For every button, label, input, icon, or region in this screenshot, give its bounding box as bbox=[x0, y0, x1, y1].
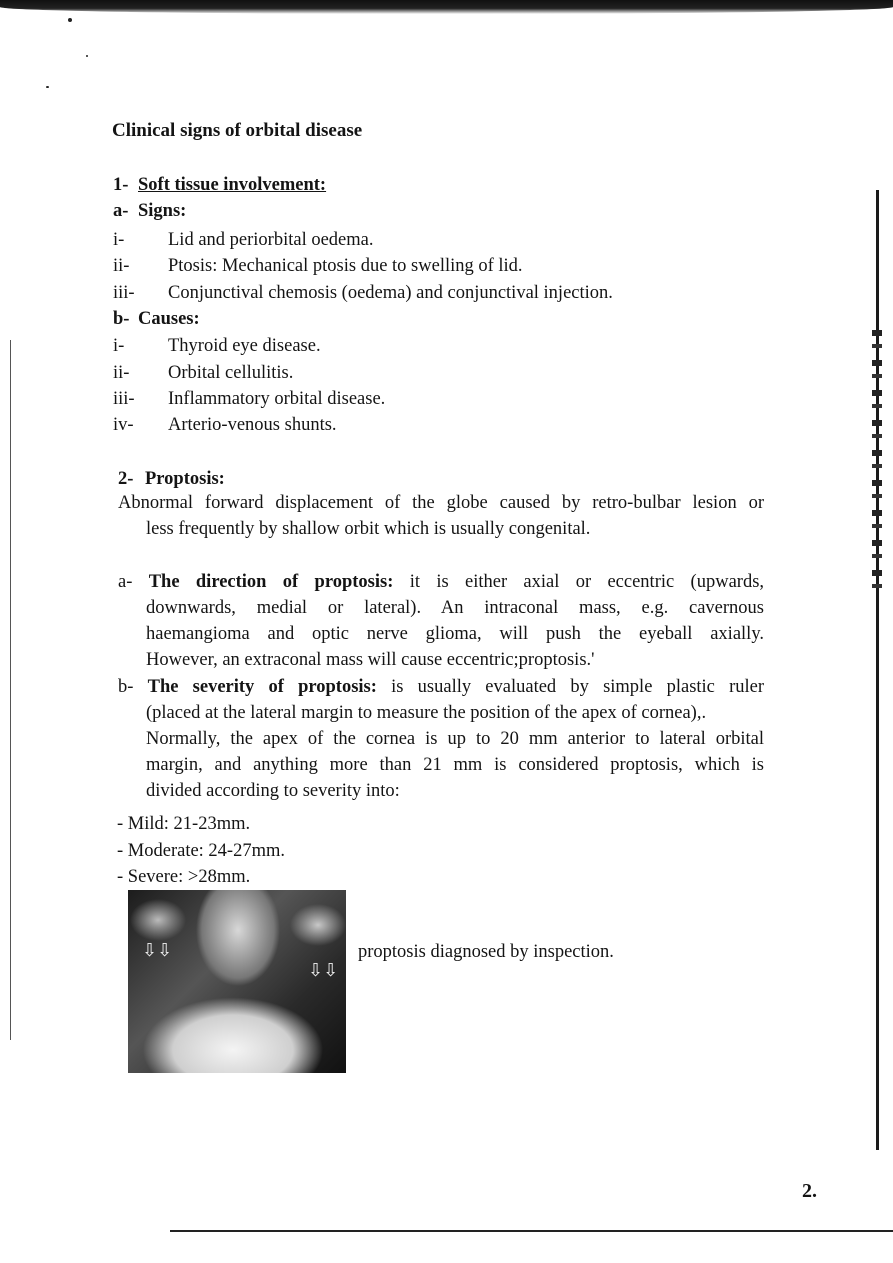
section-number: 1- bbox=[113, 175, 129, 195]
paragraph-line: However, an extraconal mass will cause eccentric;proptosis.' bbox=[146, 650, 595, 670]
list-item-text: Orbital cellulitis. bbox=[168, 363, 294, 383]
paragraph-text: is usually evaluated by simple plastic ruler bbox=[391, 677, 765, 697]
paragraph-line bbox=[118, 569, 764, 595]
section-title: Proptosis: bbox=[145, 469, 225, 489]
sublist-title: Signs: bbox=[138, 201, 187, 221]
paragraph-line bbox=[118, 674, 764, 700]
paragraph-text: it is either axial or eccentric (upwards, bbox=[409, 572, 765, 592]
scan-speck bbox=[68, 18, 72, 22]
paragraph-line: (placed at the lateral margin to measure the position of the apex of cornea),. bbox=[146, 703, 707, 723]
paragraph-heading: The direction of proptosis: bbox=[148, 572, 394, 592]
proptosis-photo bbox=[128, 890, 346, 1073]
list-item-text: Lid and periorbital oedema. bbox=[168, 230, 374, 250]
list-item-number: i- bbox=[113, 336, 125, 356]
list-item-text: Conjunctival chemosis (oedema) and conjunctival injection. bbox=[168, 283, 613, 303]
sublist-title: Causes: bbox=[138, 309, 200, 329]
page-title: Clinical signs of orbital disease bbox=[112, 120, 363, 141]
paragraph-label: b- bbox=[118, 677, 134, 697]
sublist-label: a- bbox=[113, 201, 129, 221]
list-item-number: i- bbox=[113, 230, 125, 250]
paragraph-heading: The severity of proptosis: bbox=[147, 677, 377, 697]
scan-edge-bottom bbox=[170, 1230, 893, 1232]
severity-paragraph bbox=[118, 674, 764, 804]
page-number: 2. bbox=[802, 1180, 817, 1202]
arrow-down-icon: ⇩⇩ bbox=[142, 940, 173, 961]
scan-edge-right-marks bbox=[872, 330, 882, 600]
scan-speck bbox=[86, 55, 88, 57]
list-item-number: ii- bbox=[113, 256, 130, 276]
scan-edge-top bbox=[0, 0, 893, 14]
paragraph-line: downwards, medial or lateral). An intraconal mass, e.g. cavernous bbox=[146, 598, 764, 618]
arrow-down-icon: ⇩⇩ bbox=[308, 960, 339, 981]
scan-speck bbox=[46, 86, 49, 88]
list-item-number: iii- bbox=[113, 389, 135, 409]
direction-paragraph bbox=[118, 569, 764, 673]
severity-grade-moderate: - Moderate: 24-27mm. bbox=[117, 841, 285, 861]
severity-grade-severe: - Severe: >28mm. bbox=[117, 867, 251, 887]
paragraph-line: Normally, the apex of the cornea is up to 20 mm anterior to lateral orbital bbox=[146, 729, 764, 749]
list-item-text: Arterio-venous shunts. bbox=[168, 415, 337, 435]
paragraph-line: divided according to severity into: bbox=[146, 781, 400, 801]
list-item-text: Ptosis: Mechanical ptosis due to swelling of lid. bbox=[168, 256, 523, 276]
list-item-number: iii- bbox=[113, 283, 135, 303]
proptosis-definition bbox=[118, 490, 764, 542]
list-item-number: ii- bbox=[113, 363, 130, 383]
paragraph-line: margin, and anything more than 21 mm is considered proptosis, which is bbox=[146, 755, 764, 775]
severity-grade-mild: - Mild: 21-23mm. bbox=[117, 814, 251, 834]
paragraph-label: a- bbox=[118, 572, 133, 592]
list-item-text: Inflammatory orbital disease. bbox=[168, 389, 386, 409]
list-item-text: Thyroid eye disease. bbox=[168, 336, 321, 356]
paragraph-line: haemangioma and optic nerve glioma, will push the eyeball axially. bbox=[146, 624, 764, 644]
section-number: 2- bbox=[118, 469, 134, 489]
section-title: Soft tissue involvement: bbox=[138, 175, 327, 195]
paragraph-line: Abnormal forward displacement of the globe caused by retro-bulbar lesion or bbox=[118, 493, 764, 513]
scan-edge-left bbox=[10, 340, 11, 1040]
paragraph-line: less frequently by shallow orbit which is usually congenital. bbox=[146, 519, 591, 539]
list-item-number: iv- bbox=[113, 415, 134, 435]
sublist-label: b- bbox=[113, 309, 130, 329]
figure-caption: proptosis diagnosed by inspection. bbox=[358, 942, 614, 962]
